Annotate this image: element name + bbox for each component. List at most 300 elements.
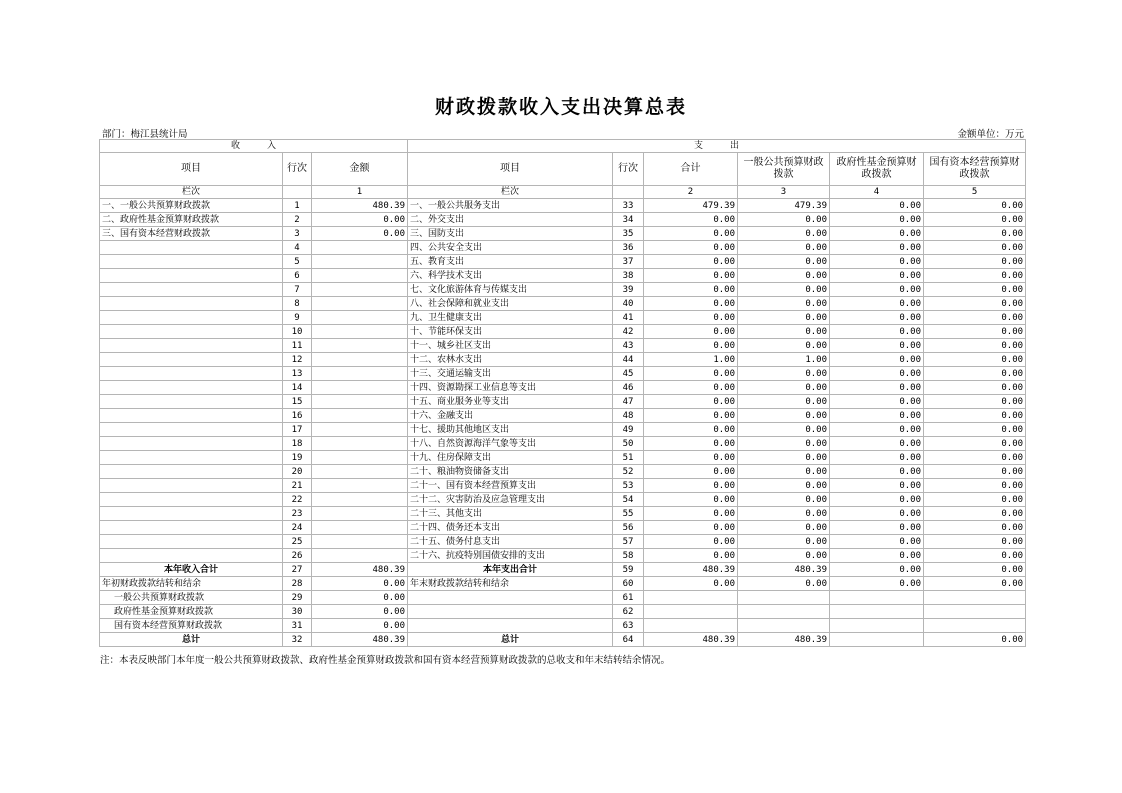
income-row-no: 15 xyxy=(283,395,312,409)
carryover-row xyxy=(100,577,1026,591)
income-item xyxy=(100,283,283,297)
income-total-amount: 480.39 xyxy=(312,563,408,577)
expense-item: 八、社会保障和就业支出 xyxy=(408,297,613,311)
carryover-state-capital-row xyxy=(100,619,1026,633)
expense-index-3: 3 xyxy=(738,186,830,199)
income-begin-row-no: 28 xyxy=(283,577,312,591)
income-item xyxy=(100,493,283,507)
expense-row-no: 37 xyxy=(613,255,644,269)
expense-total: 0.00 xyxy=(644,507,738,521)
annual-total-row xyxy=(100,563,1026,577)
income-amount xyxy=(312,479,408,493)
expense-general: 0.00 xyxy=(738,381,830,395)
expense-index-4: 4 xyxy=(830,186,924,199)
table-row xyxy=(100,451,1026,465)
table-row xyxy=(100,255,1026,269)
expense-state-capital: 0.00 xyxy=(924,213,1026,227)
table-row xyxy=(100,465,1026,479)
expense-general: 479.39 xyxy=(738,199,830,213)
expense-row-no: 54 xyxy=(613,493,644,507)
income-row-no: 24 xyxy=(283,521,312,535)
expense-end-label: 年末财政拨款结转和结余 xyxy=(408,577,613,591)
expense-total: 0.00 xyxy=(644,549,738,563)
income-b3-row-no: 31 xyxy=(283,619,312,633)
expense-row-no: 53 xyxy=(613,479,644,493)
expense-total: 0.00 xyxy=(644,493,738,507)
income-item xyxy=(100,395,283,409)
expense-total: 0.00 xyxy=(644,269,738,283)
expense-total: 0.00 xyxy=(644,521,738,535)
expense-item: 九、卫生健康支出 xyxy=(408,311,613,325)
income-row-no: 6 xyxy=(283,269,312,283)
income-amount xyxy=(312,423,408,437)
table-row xyxy=(100,213,1026,227)
expense-state-capital: 0.00 xyxy=(924,423,1026,437)
expense-b1-item xyxy=(408,591,613,605)
table-row xyxy=(100,381,1026,395)
expense-state-capital: 0.00 xyxy=(924,521,1026,535)
income-section-header: 收 入 xyxy=(100,140,408,153)
expense-state-capital-header: 国有资本经营预算财政拨款 xyxy=(924,153,1026,186)
expense-row-no: 58 xyxy=(613,549,644,563)
expense-state-capital: 0.00 xyxy=(924,381,1026,395)
expense-general: 0.00 xyxy=(738,255,830,269)
expense-grand-cap: 0.00 xyxy=(924,633,1026,647)
expense-gov-fund: 0.00 xyxy=(830,479,924,493)
expense-grand-label: 总计 xyxy=(408,633,613,647)
table-row xyxy=(100,199,1026,213)
expense-gov-fund: 0.00 xyxy=(830,507,924,521)
department-label: 部门：梅江县统计局 xyxy=(102,129,188,140)
expense-row-no: 51 xyxy=(613,451,644,465)
income-item xyxy=(100,507,283,521)
expense-general: 0.00 xyxy=(738,297,830,311)
expense-total: 0.00 xyxy=(644,227,738,241)
expense-state-capital: 0.00 xyxy=(924,451,1026,465)
expense-item: 十六、金融支出 xyxy=(408,409,613,423)
expense-state-capital: 0.00 xyxy=(924,311,1026,325)
expense-row-no: 38 xyxy=(613,269,644,283)
expense-item-header: 项目 xyxy=(408,153,613,186)
expense-item: 五、教育支出 xyxy=(408,255,613,269)
expense-end-total: 0.00 xyxy=(644,577,738,591)
income-amount xyxy=(312,283,408,297)
income-item xyxy=(100,423,283,437)
income-amount-header: 金额 xyxy=(312,153,408,186)
expense-grand-row-no: 64 xyxy=(613,633,644,647)
table-row xyxy=(100,353,1026,367)
expense-gov-fund: 0.00 xyxy=(830,353,924,367)
expense-general: 0.00 xyxy=(738,367,830,381)
expense-state-capital: 0.00 xyxy=(924,367,1026,381)
expense-item: 三、国防支出 xyxy=(408,227,613,241)
expense-b2-item xyxy=(408,605,613,619)
expense-general: 0.00 xyxy=(738,451,830,465)
expense-gov-fund: 0.00 xyxy=(830,339,924,353)
expense-general: 0.00 xyxy=(738,493,830,507)
expense-item: 十七、援助其他地区支出 xyxy=(408,423,613,437)
expense-state-capital: 0.00 xyxy=(924,353,1026,367)
income-total-label: 本年收入合计 xyxy=(100,563,283,577)
income-index-1: 1 xyxy=(312,186,408,199)
expense-item: 十四、资源勘探工业信息等支出 xyxy=(408,381,613,395)
expense-general: 0.00 xyxy=(738,535,830,549)
expense-state-capital: 0.00 xyxy=(924,283,1026,297)
expense-row-no: 47 xyxy=(613,395,644,409)
expense-gov-fund: 0.00 xyxy=(830,535,924,549)
income-item xyxy=(100,325,283,339)
income-row-no: 16 xyxy=(283,409,312,423)
income-row-no: 2 xyxy=(283,213,312,227)
income-item xyxy=(100,367,283,381)
table-row xyxy=(100,367,1026,381)
income-amount xyxy=(312,535,408,549)
expense-row-no: 50 xyxy=(613,437,644,451)
income-row-no: 22 xyxy=(283,493,312,507)
expense-gov-fund: 0.00 xyxy=(830,465,924,479)
income-row-no: 17 xyxy=(283,423,312,437)
expense-general: 0.00 xyxy=(738,227,830,241)
income-grand-label: 总计 xyxy=(100,633,283,647)
expense-state-capital: 0.00 xyxy=(924,437,1026,451)
expense-state-capital: 0.00 xyxy=(924,507,1026,521)
income-b1-row-no: 29 xyxy=(283,591,312,605)
income-amount xyxy=(312,367,408,381)
income-total-row-no: 27 xyxy=(283,563,312,577)
expense-total: 0.00 xyxy=(644,255,738,269)
table-row xyxy=(100,227,1026,241)
income-row-no: 9 xyxy=(283,311,312,325)
expense-state-capital: 0.00 xyxy=(924,409,1026,423)
income-row-no: 11 xyxy=(283,339,312,353)
expense-item: 十八、自然资源海洋气象等支出 xyxy=(408,437,613,451)
income-amount: 0.00 xyxy=(312,213,408,227)
table-row xyxy=(100,437,1026,451)
income-item: 三、国有资本经营财政拨款 xyxy=(100,227,283,241)
section-header-row xyxy=(100,140,1026,153)
income-item xyxy=(100,297,283,311)
income-amount xyxy=(312,339,408,353)
carryover-general-row xyxy=(100,591,1026,605)
income-b3-label: 国有资本经营预算财政拨款 xyxy=(100,619,283,633)
expense-state-capital: 0.00 xyxy=(924,395,1026,409)
income-item xyxy=(100,535,283,549)
income-item xyxy=(100,465,283,479)
expense-end-general: 0.00 xyxy=(738,577,830,591)
expense-b2-total xyxy=(644,605,738,619)
income-row-header: 行次 xyxy=(283,153,312,186)
income-row-no: 25 xyxy=(283,535,312,549)
income-item xyxy=(100,521,283,535)
expense-general: 0.00 xyxy=(738,269,830,283)
table-row xyxy=(100,507,1026,521)
income-row-no: 14 xyxy=(283,381,312,395)
expense-row-no: 56 xyxy=(613,521,644,535)
table-row xyxy=(100,311,1026,325)
expense-gov-fund: 0.00 xyxy=(830,227,924,241)
expense-state-capital: 0.00 xyxy=(924,339,1026,353)
expense-total: 0.00 xyxy=(644,409,738,423)
expense-gov-fund: 0.00 xyxy=(830,395,924,409)
expense-gov-fund: 0.00 xyxy=(830,423,924,437)
income-row-no: 1 xyxy=(283,199,312,213)
expense-item: 十五、商业服务业等支出 xyxy=(408,395,613,409)
expense-b2-row-no: 62 xyxy=(613,605,644,619)
income-row-no: 23 xyxy=(283,507,312,521)
income-row-no: 26 xyxy=(283,549,312,563)
expense-row-no: 33 xyxy=(613,199,644,213)
expense-total: 0.00 xyxy=(644,325,738,339)
expense-state-capital: 0.00 xyxy=(924,297,1026,311)
income-b3-amount: 0.00 xyxy=(312,619,408,633)
expense-total-gov: 0.00 xyxy=(830,563,924,577)
income-item xyxy=(100,549,283,563)
table-row xyxy=(100,549,1026,563)
expense-b1-row-no: 61 xyxy=(613,591,644,605)
income-item: 一、一般公共预算财政拨款 xyxy=(100,199,283,213)
expense-b2-cap xyxy=(924,605,1026,619)
expense-general: 0.00 xyxy=(738,283,830,297)
income-item xyxy=(100,311,283,325)
expense-end-cap: 0.00 xyxy=(924,577,1026,591)
table-row xyxy=(100,423,1026,437)
income-item-header: 项目 xyxy=(100,153,283,186)
expense-gov-fund: 0.00 xyxy=(830,367,924,381)
expense-row-no: 41 xyxy=(613,311,644,325)
expense-grand-general: 480.39 xyxy=(738,633,830,647)
expense-b2-gov xyxy=(830,605,924,619)
expense-total: 0.00 xyxy=(644,423,738,437)
expense-total-header: 合计 xyxy=(644,153,738,186)
column-index-row xyxy=(100,186,1026,199)
table-row xyxy=(100,493,1026,507)
income-index-row-blank xyxy=(283,186,312,199)
expense-item: 二十三、其他支出 xyxy=(408,507,613,521)
income-item xyxy=(100,437,283,451)
expense-item: 二十五、债务付息支出 xyxy=(408,535,613,549)
expense-general: 0.00 xyxy=(738,521,830,535)
income-amount: 0.00 xyxy=(312,227,408,241)
expense-gov-fund: 0.00 xyxy=(830,269,924,283)
expense-row-no: 49 xyxy=(613,423,644,437)
expense-item: 二十四、债务还本支出 xyxy=(408,521,613,535)
expense-total: 0.00 xyxy=(644,535,738,549)
income-amount xyxy=(312,381,408,395)
income-amount xyxy=(312,269,408,283)
page-title: 财政拨款收入支出决算总表 xyxy=(434,96,687,118)
expense-total: 0.00 xyxy=(644,465,738,479)
expense-gov-fund: 0.00 xyxy=(830,409,924,423)
income-row-no: 18 xyxy=(283,437,312,451)
expense-state-capital: 0.00 xyxy=(924,465,1026,479)
expense-gov-fund-header: 政府性基金预算财政拨款 xyxy=(830,153,924,186)
expense-b3-item xyxy=(408,619,613,633)
income-amount xyxy=(312,241,408,255)
expense-row-no: 46 xyxy=(613,381,644,395)
income-amount xyxy=(312,297,408,311)
expense-index-5: 5 xyxy=(924,186,1026,199)
income-amount xyxy=(312,409,408,423)
income-item xyxy=(100,339,283,353)
expense-gov-fund: 0.00 xyxy=(830,241,924,255)
expense-total-amount: 480.39 xyxy=(644,563,738,577)
expense-item: 二、外交支出 xyxy=(408,213,613,227)
expense-total-row-no: 59 xyxy=(613,563,644,577)
income-amount xyxy=(312,549,408,563)
income-b1-label: 一般公共预算财政拨款 xyxy=(100,591,283,605)
expense-end-gov: 0.00 xyxy=(830,577,924,591)
expense-gov-fund: 0.00 xyxy=(830,283,924,297)
income-row-no: 10 xyxy=(283,325,312,339)
income-item xyxy=(100,409,283,423)
expense-item: 六、科学技术支出 xyxy=(408,269,613,283)
expense-total: 0.00 xyxy=(644,339,738,353)
expense-general: 0.00 xyxy=(738,213,830,227)
income-item xyxy=(100,353,283,367)
expense-general: 0.00 xyxy=(738,549,830,563)
expense-item: 二十一、国有资本经营预算支出 xyxy=(408,479,613,493)
expense-item: 十三、交通运输支出 xyxy=(408,367,613,381)
expense-state-capital: 0.00 xyxy=(924,227,1026,241)
expense-total-cap: 0.00 xyxy=(924,563,1026,577)
expense-row-no: 55 xyxy=(613,507,644,521)
expense-index-row-blank xyxy=(613,186,644,199)
expense-state-capital: 0.00 xyxy=(924,199,1026,213)
expense-total: 0.00 xyxy=(644,437,738,451)
expense-gov-fund: 0.00 xyxy=(830,381,924,395)
income-grand-row-no: 32 xyxy=(283,633,312,647)
income-amount xyxy=(312,353,408,367)
expense-b1-general xyxy=(738,591,830,605)
expense-b3-total xyxy=(644,619,738,633)
income-row-no: 13 xyxy=(283,367,312,381)
income-b2-amount: 0.00 xyxy=(312,605,408,619)
expense-general: 0.00 xyxy=(738,437,830,451)
expense-row-no: 45 xyxy=(613,367,644,381)
income-amount xyxy=(312,325,408,339)
income-amount xyxy=(312,451,408,465)
expense-item: 十一、城乡社区支出 xyxy=(408,339,613,353)
expense-gov-fund: 0.00 xyxy=(830,549,924,563)
expense-gov-fund: 0.00 xyxy=(830,521,924,535)
expense-state-capital: 0.00 xyxy=(924,325,1026,339)
expense-b3-row-no: 63 xyxy=(613,619,644,633)
expense-index-2: 2 xyxy=(644,186,738,199)
income-item: 二、政府性基金预算财政拨款 xyxy=(100,213,283,227)
income-b1-amount: 0.00 xyxy=(312,591,408,605)
expense-state-capital: 0.00 xyxy=(924,241,1026,255)
income-amount xyxy=(312,465,408,479)
income-begin-label: 年初财政拨款结转和结余 xyxy=(100,577,283,591)
income-row-no: 4 xyxy=(283,241,312,255)
expense-b1-gov xyxy=(830,591,924,605)
expense-item: 二十二、灾害防治及应急管理支出 xyxy=(408,493,613,507)
expense-state-capital: 0.00 xyxy=(924,549,1026,563)
table-row xyxy=(100,339,1026,353)
income-begin-amount: 0.00 xyxy=(312,577,408,591)
expense-gov-fund: 0.00 xyxy=(830,255,924,269)
table-row xyxy=(100,521,1026,535)
expense-general: 0.00 xyxy=(738,409,830,423)
expense-total: 0.00 xyxy=(644,311,738,325)
expense-item: 十九、住房保障支出 xyxy=(408,451,613,465)
table-row xyxy=(100,297,1026,311)
expense-row-header: 行次 xyxy=(613,153,644,186)
budget-table xyxy=(99,139,1026,647)
income-row-no: 12 xyxy=(283,353,312,367)
expense-general: 0.00 xyxy=(738,311,830,325)
expense-total: 0.00 xyxy=(644,451,738,465)
expense-general: 0.00 xyxy=(738,423,830,437)
expense-total: 0.00 xyxy=(644,367,738,381)
expense-total: 0.00 xyxy=(644,381,738,395)
expense-row-no: 35 xyxy=(613,227,644,241)
expense-general: 0.00 xyxy=(738,241,830,255)
expense-row-no: 36 xyxy=(613,241,644,255)
expense-general: 0.00 xyxy=(738,507,830,521)
expense-state-capital: 0.00 xyxy=(924,269,1026,283)
income-amount: 480.39 xyxy=(312,199,408,213)
expense-total-general: 480.39 xyxy=(738,563,830,577)
income-amount xyxy=(312,507,408,521)
income-item xyxy=(100,479,283,493)
unit-label: 金额单位：万元 xyxy=(957,129,1024,140)
table-row xyxy=(100,325,1026,339)
table-row xyxy=(100,283,1026,297)
expense-row-no: 40 xyxy=(613,297,644,311)
expense-general: 0.00 xyxy=(738,325,830,339)
income-row-no: 8 xyxy=(283,297,312,311)
column-header-row xyxy=(100,153,1026,186)
income-b2-label: 政府性基金预算财政拨款 xyxy=(100,605,283,619)
expense-row-no: 44 xyxy=(613,353,644,367)
expense-item: 十、节能环保支出 xyxy=(408,325,613,339)
expense-gov-fund: 0.00 xyxy=(830,437,924,451)
expense-state-capital: 0.00 xyxy=(924,479,1026,493)
income-amount xyxy=(312,493,408,507)
expense-total: 0.00 xyxy=(644,479,738,493)
income-amount xyxy=(312,521,408,535)
expense-index-label: 栏次 xyxy=(408,186,613,199)
income-row-no: 20 xyxy=(283,465,312,479)
expense-b2-general xyxy=(738,605,830,619)
income-item xyxy=(100,269,283,283)
expense-b3-general xyxy=(738,619,830,633)
expense-total: 0.00 xyxy=(644,395,738,409)
expense-total: 0.00 xyxy=(644,297,738,311)
table-row xyxy=(100,395,1026,409)
table-row xyxy=(100,535,1026,549)
income-item xyxy=(100,381,283,395)
income-amount xyxy=(312,395,408,409)
expense-b3-gov xyxy=(830,619,924,633)
expense-b1-cap xyxy=(924,591,1026,605)
table-row xyxy=(100,409,1026,423)
expense-row-no: 43 xyxy=(613,339,644,353)
expense-total: 0.00 xyxy=(644,283,738,297)
expense-section-header: 支 出 xyxy=(408,140,1026,153)
grand-total-row xyxy=(100,633,1026,647)
income-row-no: 21 xyxy=(283,479,312,493)
table-row xyxy=(100,269,1026,283)
expense-item: 七、文化旅游体育与传媒支出 xyxy=(408,283,613,297)
expense-item: 二十六、抗疫特别国债安排的支出 xyxy=(408,549,613,563)
income-grand-amount: 480.39 xyxy=(312,633,408,647)
expense-general: 0.00 xyxy=(738,339,830,353)
expense-item: 四、公共安全支出 xyxy=(408,241,613,255)
income-row-no: 7 xyxy=(283,283,312,297)
income-item xyxy=(100,241,283,255)
